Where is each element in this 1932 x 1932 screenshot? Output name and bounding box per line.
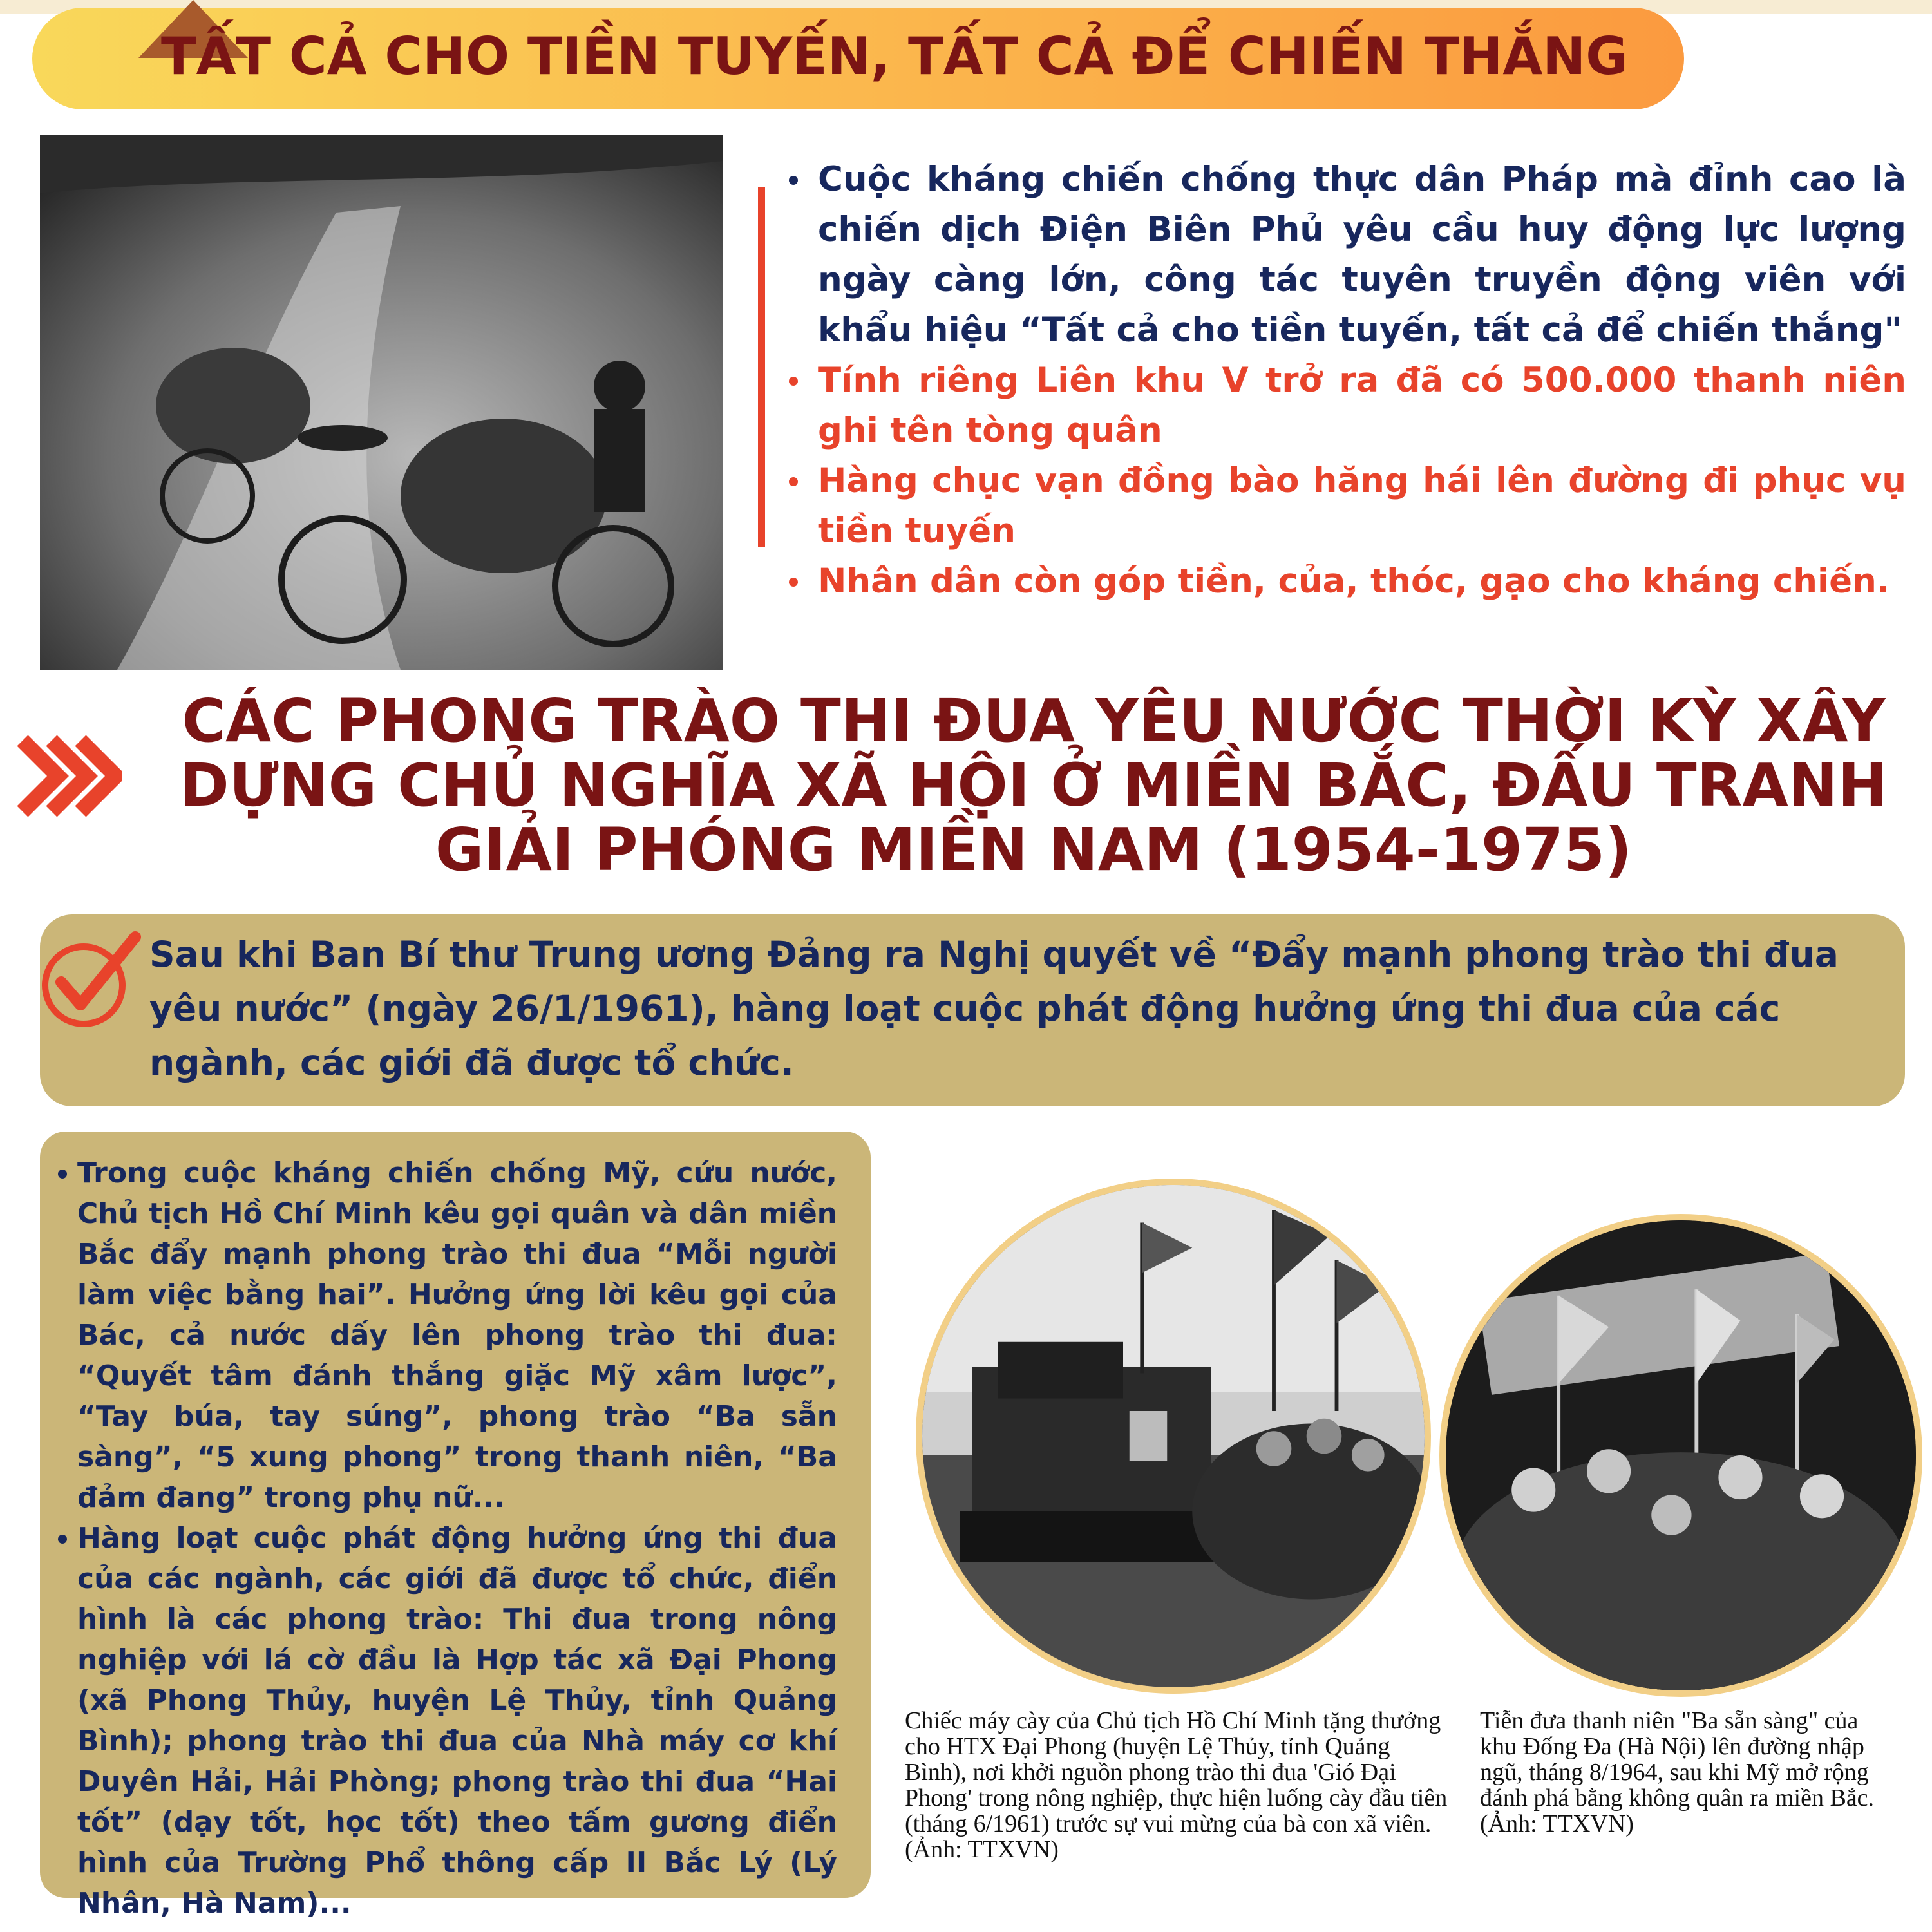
chevron-right-icon — [13, 728, 122, 824]
list-item: Tính riêng Liên khu V trở ra đã có 500.000 thanh niên ghi tên tòng quân — [789, 355, 1906, 456]
bicycle-porters-photo — [40, 135, 723, 670]
tractor-caption: Chiếc máy cày của Chủ tịch Hồ Chí Minh tặng thưởng cho HTX Đại Phong (huyện Lệ Thủy, tỉnh Quảng Bình), nơi khởi nguồn phong trào thi đua 'Gió Đại Phong' trong nông nghiệp, thực hiện luống cày đầu tiên (tháng 6/1961) trước sự vui mừng của bà con xã viên. (Ảnh: TTXVN) — [905, 1707, 1448, 1863]
send-off-caption: Tiễn đưa thanh niên "Ba sẵn sàng" của khu Đống Đa (Hà Nội) lên đường nhập ngũ, tháng 8/1964, sau khi Mỹ mở rộng đánh phá bằng không quân ra miền Bắc. (Ảnh: TTXVN) — [1480, 1707, 1875, 1837]
list-item: Trong cuộc kháng chiến chống Mỹ, cứu nước, Chủ tịch Hồ Chí Minh kêu gọi quân và dân miền Bắc đẩy mạnh phong trào thi đua “Mỗi người làm việc bằng hai”. Hưởng ứng lời kêu gọi của Bác, cả nước dấy lên phong trào thi đua: “Quyết tâm đánh thắng giặc Mỹ xâm lược”, “Tay búa, tay súng”, phong trào “Ba sẵn sàng”, “5 xung phong” trong thanh niên, “Ba đảm đang” trong phụ nữ... — [58, 1153, 837, 1518]
send-off-crowd-photo — [1439, 1214, 1922, 1697]
list-item: Nhân dân còn góp tiền, của, thóc, gạo cho kháng chiến. — [789, 556, 1906, 607]
vertical-accent-bar — [758, 187, 765, 547]
section-heading: CÁC PHONG TRÀO THI ĐUA YÊU NƯỚC THỜI KỲ XÂY DỰNG CHỦ NGHĨA XÃ HỘI Ở MIỀN BẮC, ĐẤU TRANH GIẢI PHÓNG MIỀN NAM (1954-1975) — [180, 687, 1888, 884]
list-item: Cuộc kháng chiến chống thực dân Pháp mà đỉnh cao là chiến dịch Điện Biên Phủ yêu cầu huy động lực lượng ngày càng lớn, công tác tuyên truyền động viên với khẩu hiệu “Tất cả cho tiền tuyến, tất cả để chiến thắng" — [789, 155, 1906, 355]
resistance-facts-list — [789, 155, 1906, 607]
movements-list — [58, 1153, 837, 1924]
tractor-photo — [916, 1179, 1431, 1694]
list-item: Hàng loạt cuộc phát động hưởng ứng thi đua của các ngành, các giới đã được tổ chức, điển hình là các phong trào: Thi đua trong nông nghiệp với lá cờ đầu là Hợp tác xã Đại Phong (xã Phong Thủy, huyện Lệ Thủy, tỉnh Quảng Bình); phong trào thi đua của Nhà máy cơ khí Duyên Hải, Hải Phòng; phong trào thi đua “Hai tốt” (dạy tốt, học tốt) theo tấm gương điển hình của Trường Phổ thông cấp II Bắc Lý (Lý Nhân, Hà Nam)... — [58, 1518, 837, 1924]
highlight-text: Sau khi Ban Bí thư Trung ương Đảng ra Nghị quyết về “Đẩy mạnh phong trào thi đua yêu nước” (ngày 26/1/1961), hàng loạt cuộc phát động hưởng ứng thi đua của các ngành, các giới đã được tổ chức. — [149, 934, 1839, 1083]
check-circle-icon — [39, 927, 142, 1030]
list-item: Hàng chục vạn đồng bào hăng hái lên đường đi phục vụ tiền tuyến — [789, 456, 1906, 556]
banner-title: TẤT CẢ CHO TIỀN TUYẾN, TẤT CẢ ĐỂ CHIẾN THẮNG — [161, 26, 1628, 86]
